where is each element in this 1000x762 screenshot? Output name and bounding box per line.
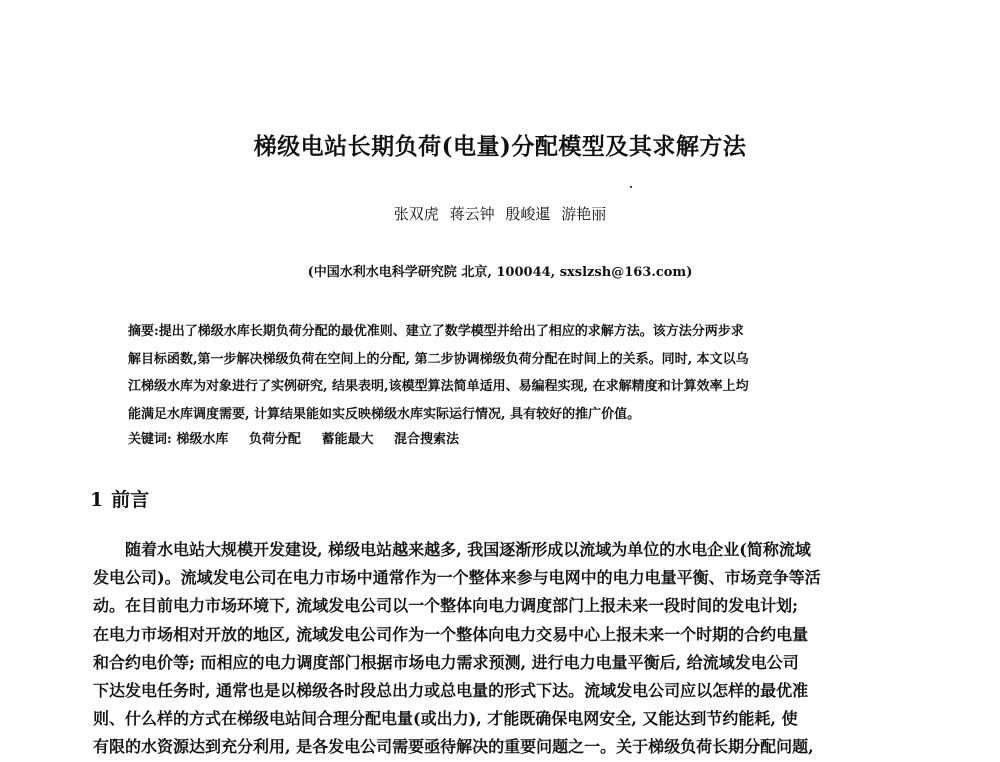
abstract-line: 江梯级水库为对象进行了实例研究, 结果表明,该模型算法简单适用、易编程实现, 在求解精度和计算效率上均 [128,379,749,394]
abstract-line: 解目标函数,第一步解决梯级负荷在空间上的分配, 第二步协调梯级负荷分配在时间上的关系。同时, 本文以乌 [128,351,749,367]
keyword: 负荷分配 [248,432,301,447]
body-line: 发电公司)。流域发电公司在电力市场中通常作为一个整体来参与电网中的电力电量平衡、市场竞争等活 [93,568,821,588]
author-list [0,203,1000,224]
paper-title: 梯级电站长期负荷(电量)分配模型及其求解方法 [253,133,747,160]
section-number: 1 [90,489,104,511]
body-line: 下达发电任务时, 通常也是以梯级各时段总出力或总电量的形式下达。流域发电公司应以怎样的最优准 [93,680,809,700]
body-line: 和合约电价等; 而相应的电力调度部门根据市场电力需求预测, 进行电力电量平衡后, 给流域发电公司 [93,652,799,672]
abstract-line: 能满足水库调度需要, 计算结果能如实反映梯级水库实际运行情况, 具有较好的推广价值。 [128,406,641,422]
body-line: 动。在目前电力市场环境下, 流域发电公司以一个整体向电力调度部门上报未来一段时间的发电计划; [93,596,799,616]
body-line: 则、什么样的方式在梯级电站间合理分配电量(或出力), 才能既确保电网安全, 又能达到节约能耗, 使 [93,709,798,729]
author-name: 蒋云钟 [449,205,495,223]
abstract [128,318,870,428]
body-paragraph [93,536,905,762]
author-name: 殷峻暹 [505,205,551,223]
keywords-label: 关键词: [128,432,172,447]
author-name: 张双虎 [393,205,439,223]
keyword: 混合搜索法 [393,432,459,447]
section-heading [90,485,149,512]
keywords [128,428,475,447]
body-line: 随着水电站大规模开发建设, 梯级电站越来越多, 我国逐渐形成以流域为单位的水电企业(简称流域 [125,540,811,559]
scan-speck [630,186,632,188]
body-line: 有限的水资源达到充分利用, 是各发电公司需要亟待解决的重要问题之一。关于梯级负荷长期分配问题, [93,737,814,757]
author-name: 游艳丽 [561,205,607,223]
abstract-line: 摘要:提出了梯级水库长期负荷分配的最优准则、建立了数学模型并给出了相应的求解方法。该方法分两步求 [128,324,744,339]
affiliation: (中国水利水电科学研究院 北京, 100044, sxslzsh@163.com) [307,265,693,280]
keyword: 蓄能最大 [321,432,374,447]
body-line: 在电力市场相对开放的地区, 流域发电公司作为一个整体向电力交易中心上报未来一个时期的合约电量 [93,624,809,644]
keyword: 梯级水库 [176,432,229,447]
section-title: 前言 [111,489,150,511]
